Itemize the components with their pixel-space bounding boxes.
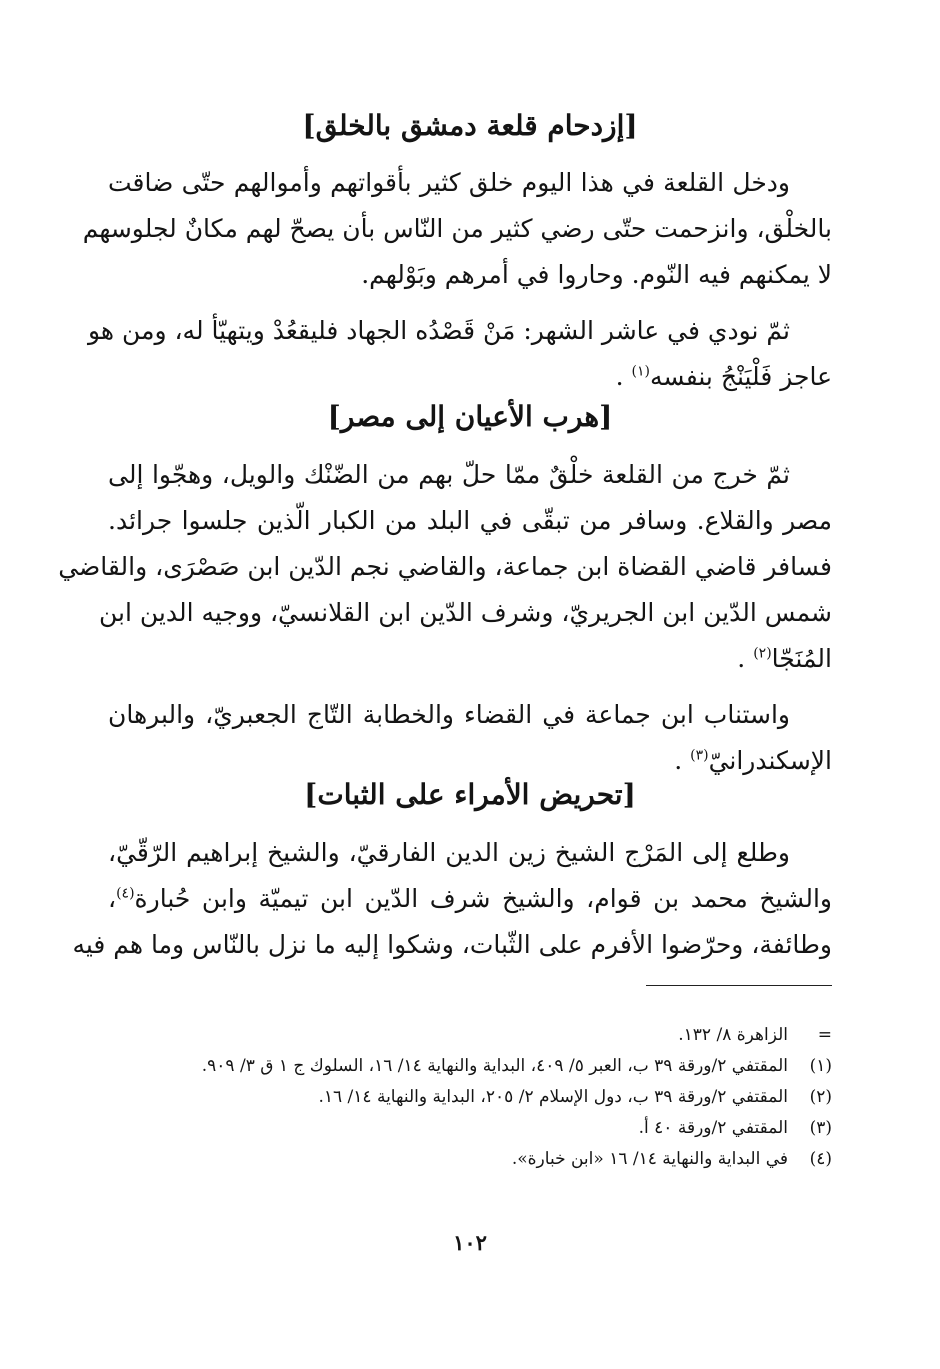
text-line: شمس الدّين ابن الجريريّ، وشرف الدّين ابن القلانسيّ، ووجيه الدين ابن (98, 598, 832, 627)
text-line: مصر والقلاع. وسافر من تبقّى في البلد من الكبار الّذين جلسوا جرائد. (108, 506, 832, 535)
text-line: فسافر قاضي القضاة ابن جماعة، والقاضي نجم الدّين ابن صَصْرَى، والقاضي (58, 552, 832, 581)
footnote-ref: (٤) (116, 885, 135, 902)
text-line: ودخل القلعة في هذا اليوم خلق كثير بأقواتهم وأموالهم حتّى ضاقت (108, 168, 790, 197)
footnote (108, 1051, 832, 1082)
text-line: واستناب ابن جماعة في القضاء والخطابة التّاج الجعبريّ، والبرهان (108, 700, 790, 729)
text-line: بالخلْق، وانزحمت حتّى رضي كثير من النّاس بأن يصحّ لهم مكانٌ لجلوسهم (82, 214, 832, 243)
footnote-number: (٢) (809, 1087, 832, 1107)
footnote-ref: (٣) (690, 747, 709, 764)
text-line: المُنَجّا$^{(٢)}$ . (737, 644, 832, 673)
text-line: وطلع إلى المَرْج الشيخ زين الدين الفارقيّ، والشيخ إبراهيم الرّقّيّ، (108, 838, 790, 867)
section-heading: [تحريض الأمراء على الثبات] (304, 778, 636, 811)
footnotes (108, 1020, 832, 1175)
text-line: ثمّ نودي في عاشر الشهر: مَنْ قَصْدُه الجهاد فليقعُدْ ويتهيّأ له، ومن هو (88, 316, 790, 345)
section-heading: [هرب الأعيان إلى مصر] (327, 400, 613, 433)
paragraph (82, 160, 832, 298)
footnote-number: (٣) (809, 1118, 832, 1138)
footnote-ref: (٢) (753, 645, 772, 662)
footnote-divider (646, 985, 832, 986)
paragraph (72, 830, 832, 968)
footnote (108, 1144, 832, 1175)
text-line: لا يمكنهم فيه النّوم. وحاروا في أمرهم وبَوْلهم. (361, 260, 832, 289)
footnote (108, 1082, 832, 1113)
footnote-ref: (١) (631, 363, 651, 380)
section-body (58, 452, 832, 784)
footnote-text: المقتفي ٢/ورقة ٣٩ ب، دول الإسلام ٢/ ٢٠٥، البداية والنهاية ١٤/ ١٦. (318, 1087, 788, 1107)
footnote-number: = (817, 1025, 832, 1045)
text-line: عاجز فَلْيَنْجُ بنفسه$^{(١)}$ . (615, 362, 832, 391)
paragraph (108, 692, 832, 784)
text-line: والشيخ محمد بن قوام، والشيخ شرف الدّين ابن تيميّة وابن حُبارة$^{(٤)}$، (108, 884, 832, 913)
footnote (108, 1113, 832, 1144)
section-body (72, 830, 832, 968)
section-body (82, 160, 832, 400)
paragraph (58, 452, 832, 682)
footnote-text: الزاهرة ٨/ ١٣٢. (678, 1025, 788, 1045)
footnote-number: (٤) (809, 1149, 832, 1169)
page-number: ١٠٢ (453, 1230, 487, 1255)
footnote-number: (١) (809, 1056, 832, 1076)
text-line: الإسكندرانيّ$^{(٣)}$ . (674, 746, 832, 775)
paragraph (88, 308, 832, 400)
footnote-text: المقتفي ٢/ورقة ٣٩ ب، العبر ٥/ ٤٠٩، البداية والنهاية ١٤/ ١٦، السلوك ج ١ ق ٣/ ٩٠٩. (201, 1056, 788, 1076)
text-line: ثمّ خرج من القلعة خلْقٌ ممّا حلّ بهم من الضّنْك والويل، وهجّوا إلى (108, 460, 790, 489)
footnote-text: المقتفي ٢/ورقة ٤٠ أ. (638, 1118, 788, 1138)
footnote-text: في البداية والنهاية ١٤/ ١٦ «ابن خبارة». (511, 1149, 788, 1169)
section-heading: [إزدحام قلعة دمشق بالخلق] (302, 109, 638, 142)
footnote (108, 1020, 832, 1051)
text-line: وطائفة، وحرّضوا الأفرم على الثّبات، وشكوا إليه ما نزل بالنّاس وما هم فيه (72, 930, 832, 959)
